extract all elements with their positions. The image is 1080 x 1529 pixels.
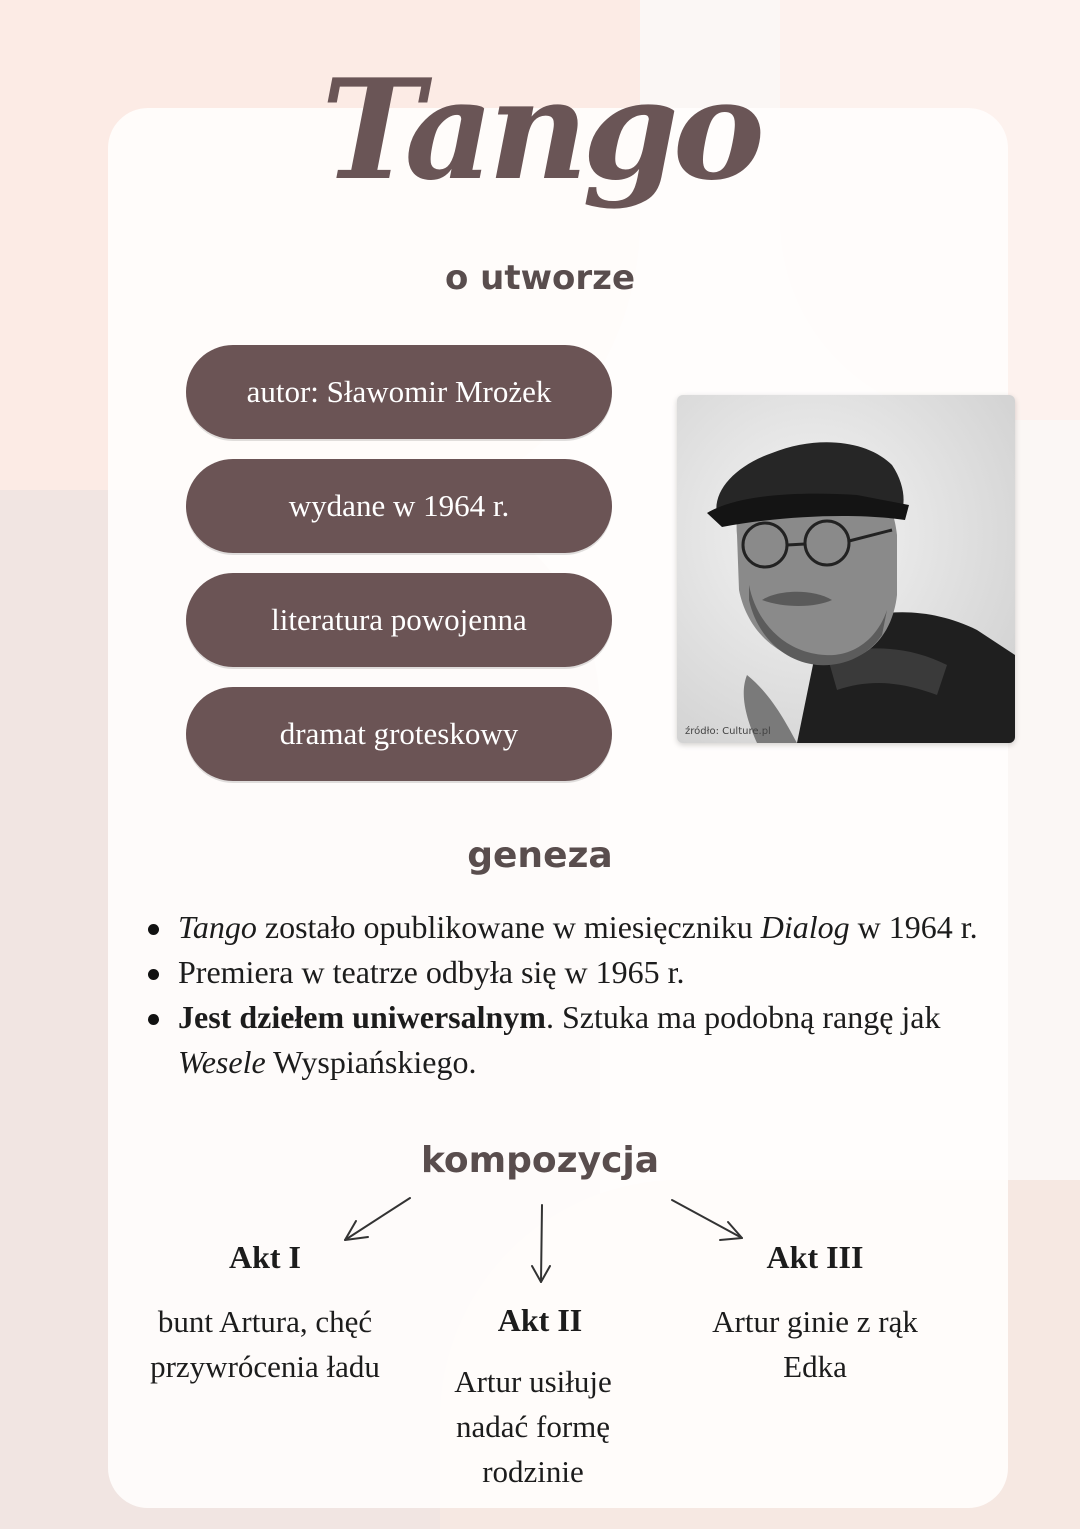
info-pill-author: autor: Sławomir Mrożek [186, 345, 612, 439]
arrow-right-icon [672, 1200, 742, 1238]
photo-credit: źródło: Culture.pl [685, 726, 771, 737]
info-pill-period: literatura powojenna [186, 573, 612, 667]
act-2-title: Akt II [497, 1302, 583, 1338]
arrow-left-icon [345, 1198, 410, 1240]
section-heading-genesis: geneza [467, 835, 613, 876]
list-item: Premiera w teatrze odbyła się w 1965 r. [140, 950, 1020, 995]
info-pill-genre: dramat groteskowy [186, 687, 612, 781]
act-2-description: Artur usiłuje nadać formę rodzinie [454, 1364, 612, 1489]
section-heading-composition: kompozycja [420, 1140, 660, 1181]
act-3-description: Artur ginie z rąk Edka [712, 1304, 918, 1384]
list-item: Tango zostało opublikowane w miesięczniku Dialog w 1964 r. [140, 905, 1020, 950]
section-heading-about: o utworze [444, 258, 636, 298]
act-3-title: Akt III [766, 1239, 864, 1275]
list-item: Jest dziełem uniwersalnym. Sztuka ma podobną rangę jak Wesele Wyspiańskiego. [140, 995, 1020, 1085]
info-pill-published: wydane w 1964 r. [186, 459, 612, 553]
act-1-title: Akt I [228, 1239, 301, 1275]
act-1-description: bunt Artura, chęć przywrócenia ładu [150, 1304, 380, 1384]
arrow-down-icon [541, 1205, 542, 1282]
page-title: Tango [321, 48, 759, 211]
